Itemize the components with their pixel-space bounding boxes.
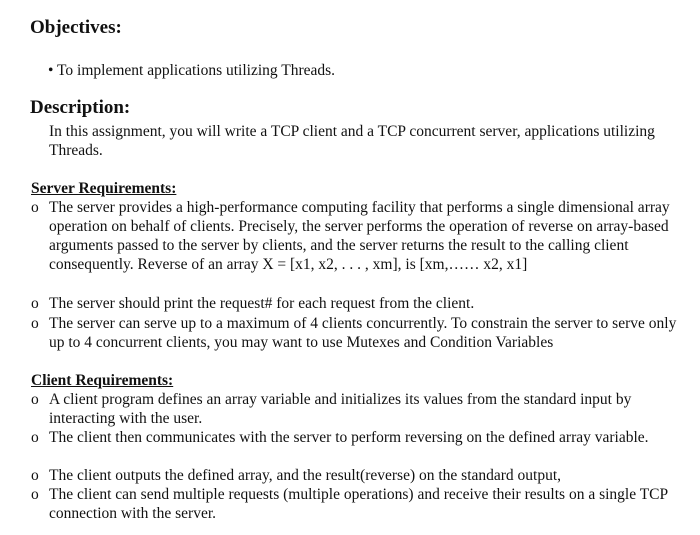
client-requirement-item [31,466,691,485]
description-heading: Description: [30,97,131,118]
server-requirement-text: The server provides a high-performance computing facility that performs a single dimensional array operation on behalf of clients. Precisely, the server performs the operation of reverse on array-based arguments passed to the server by clients, and the server returns the result to the calling client consequently. Reverse of an array X = [x1, x2, . . . , xm], is [xm,…… x2, x1] [49,199,670,273]
server-requirement-item [31,198,691,274]
objectives-bullet-text: To implement applications utilizing Threads. [57,62,336,79]
bullet-marker: • [48,62,54,79]
description-paragraph: In this assignment, you will write a TCP client and a TCP concurrent server, applications utilizing Threads. [49,123,655,159]
server-requirement-item [31,314,691,352]
list-marker: o [31,429,39,446]
list-marker: o [31,486,39,503]
objectives-bullet-item [48,61,335,80]
server-requirement-text: The server can serve up to a maximum of 4 clients concurrently. To constrain the server to serve only up to 4 concurrent clients, you may want to use Mutexes and Condition Variables [49,315,677,351]
server-requirement-item [31,294,691,313]
client-requirements-heading: Client Requirements: [31,372,174,389]
client-requirement-item [31,428,691,447]
server-requirement-text: The server should print the request# for each request from the client. [49,295,475,312]
client-requirement-text: A client program defines an array variable and initializes its values from the standard input by interacting with the user. [49,391,632,427]
client-requirement-item [31,485,691,523]
list-marker: o [31,315,39,332]
list-marker: o [31,391,39,408]
list-marker: o [31,467,39,484]
server-requirements-heading: Server Requirements: [31,180,177,197]
client-requirement-text: The client then communicates with the server to perform reversing on the defined array variable. [49,429,649,446]
client-requirement-text: The client can send multiple requests (multiple operations) and receive their results on a single TCP connection with the server. [49,486,668,522]
client-requirement-item [31,390,691,428]
list-marker: o [31,199,39,216]
list-marker: o [31,295,39,312]
client-requirement-text: The client outputs the defined array, and the result(reverse) on the standard output, [49,467,562,484]
objectives-heading: Objectives: [30,17,122,38]
